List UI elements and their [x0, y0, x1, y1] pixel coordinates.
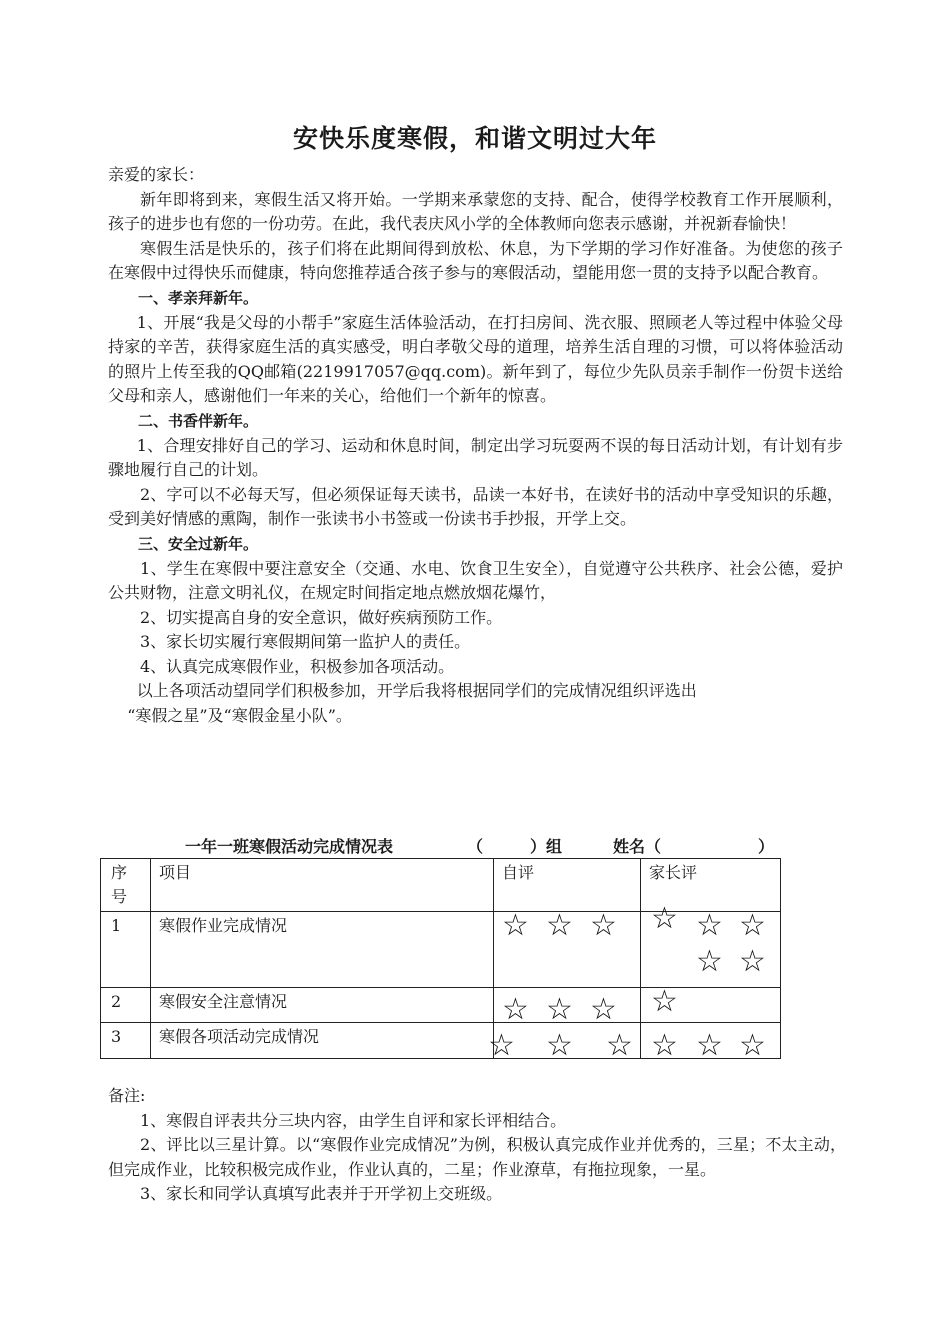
self-eval-cell[interactable] [494, 988, 641, 1027]
parent-eval-cell[interactable] [641, 901, 781, 988]
star-icon: ☆ [696, 1028, 723, 1063]
table-row [101, 1023, 781, 1059]
notes-heading: 备注: [108, 1086, 146, 1105]
star-icon: ☆ [651, 984, 678, 1019]
star-icon: ☆ [546, 992, 573, 1027]
star-icon: ☆ [546, 908, 573, 943]
paragraph-recommend: 寒假生活是快乐的，孩子们将在此期间得到放松、休息，为下学期的学习作好准备。为使您的孩子在寒假中过得快乐而健康，特向您推荐适合孩子参与的寒假活动，望能用您一贯的支持予以配合教育。 [108, 238, 843, 283]
closing-line2: “寒假之星”及“寒假金星小队”。 [127, 706, 352, 726]
header-self: 自评 [494, 859, 641, 912]
group-open-paren: （ [467, 837, 484, 856]
name-label: 姓名（ [613, 837, 662, 856]
self-eval-cell[interactable] [488, 1023, 641, 1063]
group-label: ）组 [530, 837, 563, 856]
note-3: 3、家长和同学认真填写此表并于开学初上交班级。 [140, 1184, 503, 1204]
row-num: 1 [101, 912, 151, 988]
letter-body [108, 163, 843, 729]
row-item: 寒假各项活动完成情况 [151, 1023, 494, 1059]
star-icon: ☆ [739, 908, 766, 943]
row-item: 寒假安全注意情况 [151, 988, 494, 1023]
section-heading-3: 三、安全过新年。 [138, 534, 259, 553]
row-num: 3 [101, 1023, 151, 1059]
section1-item1: 1、开展“我是父母的小帮手”家庭生活体验活动，在打扫房间、洗衣服、照顾老人等过程中体验父母持家的辛苦，获得家庭生活的真实感受，明白孝敬父母的道理，培养生活自理的习惯，可以将体验活动的照片上传至我的QQ邮箱(2219917057@qq.com)。新年到了，每位少先队员亲手制作一份贺卡送给父母和亲人，感谢他们一年来的关心，给他们一个新年的惊喜。 [108, 312, 843, 406]
star-icon: ☆ [590, 992, 617, 1027]
section3-item1: 1、学生在寒假中要注意安全（交通、水电、饮食卫生安全），自觉遵守公共秩序、社会公德，爱护公共财物，注意文明礼仪，在规定时间指定地点燃放烟花爆竹， [108, 558, 843, 603]
star-icon: ☆ [546, 1028, 573, 1063]
name-close-paren: ） [758, 837, 775, 856]
star-icon: ☆ [696, 944, 723, 979]
row-item: 寒假作业完成情况 [151, 912, 494, 988]
salutation: 亲爱的家长： [108, 165, 205, 184]
note-2: 2、评比以三星计算。以“寒假作业完成情况”为例，积极认真完成作业并优秀的，三星；不太主动，但完成作业，比较积极完成作业，作业认真的，二星；作业潦草，有拖拉现象，一星。 [108, 1135, 846, 1179]
closing-line1: 以上各项活动望同学们积极参加，开学后我将根据同学们的完成情况组织评选出 [136, 681, 697, 701]
star-icon: ☆ [651, 901, 678, 936]
table-row [101, 912, 781, 988]
table-caption: 一年一班寒假活动完成情况表 [185, 837, 394, 856]
star-icon: ☆ [739, 1028, 766, 1063]
section3-item3: 3、家长切实履行寒假期间第一监护人的责任。 [140, 632, 471, 652]
parent-eval-cell[interactable] [641, 984, 781, 1023]
note-1: 1、寒假自评表共分三块内容，由学生自评和家长评相结合。 [140, 1110, 567, 1130]
table-header-row [101, 859, 781, 912]
section2-item1: 1、合理安排好自己的学习、运动和休息时间，制定出学习玩耍两不误的每日活动计划，有计划有步骤地履行自己的计划。 [108, 435, 843, 480]
parent-eval-cell[interactable] [641, 1023, 781, 1063]
star-icon: ☆ [590, 908, 617, 943]
star-icon: ☆ [651, 1028, 678, 1063]
table-row [101, 988, 781, 1023]
notes-section [108, 1084, 846, 1207]
row-num: 2 [101, 988, 151, 1023]
activity-evaluation-table [100, 858, 781, 1063]
star-icon: ☆ [739, 944, 766, 979]
star-icon: ☆ [502, 908, 529, 943]
star-icon: ☆ [488, 1028, 515, 1063]
paragraph-intro: 新年即将到来，寒假生活又将开始。一学期来承蒙您的支持、配合，使得学校教育工作开展顺利，孩子的进步也有您的一份功劳。在此，我代表庆风小学的全体教师向您表示感谢，并祝新春愉快！ [108, 189, 843, 234]
section3-item4: 4、认真完成寒假作业，积极参加各项活动。 [140, 656, 455, 676]
document-title: 安快乐度寒假，和谐文明过大年 [292, 124, 657, 153]
star-icon: ☆ [606, 1028, 633, 1063]
section-heading-2: 二、书香伴新年。 [138, 411, 259, 430]
self-eval-cell[interactable] [494, 908, 641, 988]
section2-item2: 2、字可以不必每天写，但必须保证每天读书，品读一本好书，在读好书的活动中享受知识的乐趣，受到美好情感的熏陶，制作一张读书小书签或一份读书手抄报，开学上交。 [108, 484, 843, 529]
header-parent: 家长评 [641, 859, 781, 912]
section-heading-1: 一、孝亲拜新年。 [138, 288, 259, 307]
star-icon: ☆ [696, 908, 723, 943]
header-item: 项目 [151, 859, 494, 912]
header-num: 序号 [101, 859, 151, 912]
section3-item2: 2、切实提高自身的安全意识，做好疾病预防工作。 [140, 607, 503, 627]
star-icon: ☆ [502, 992, 529, 1027]
